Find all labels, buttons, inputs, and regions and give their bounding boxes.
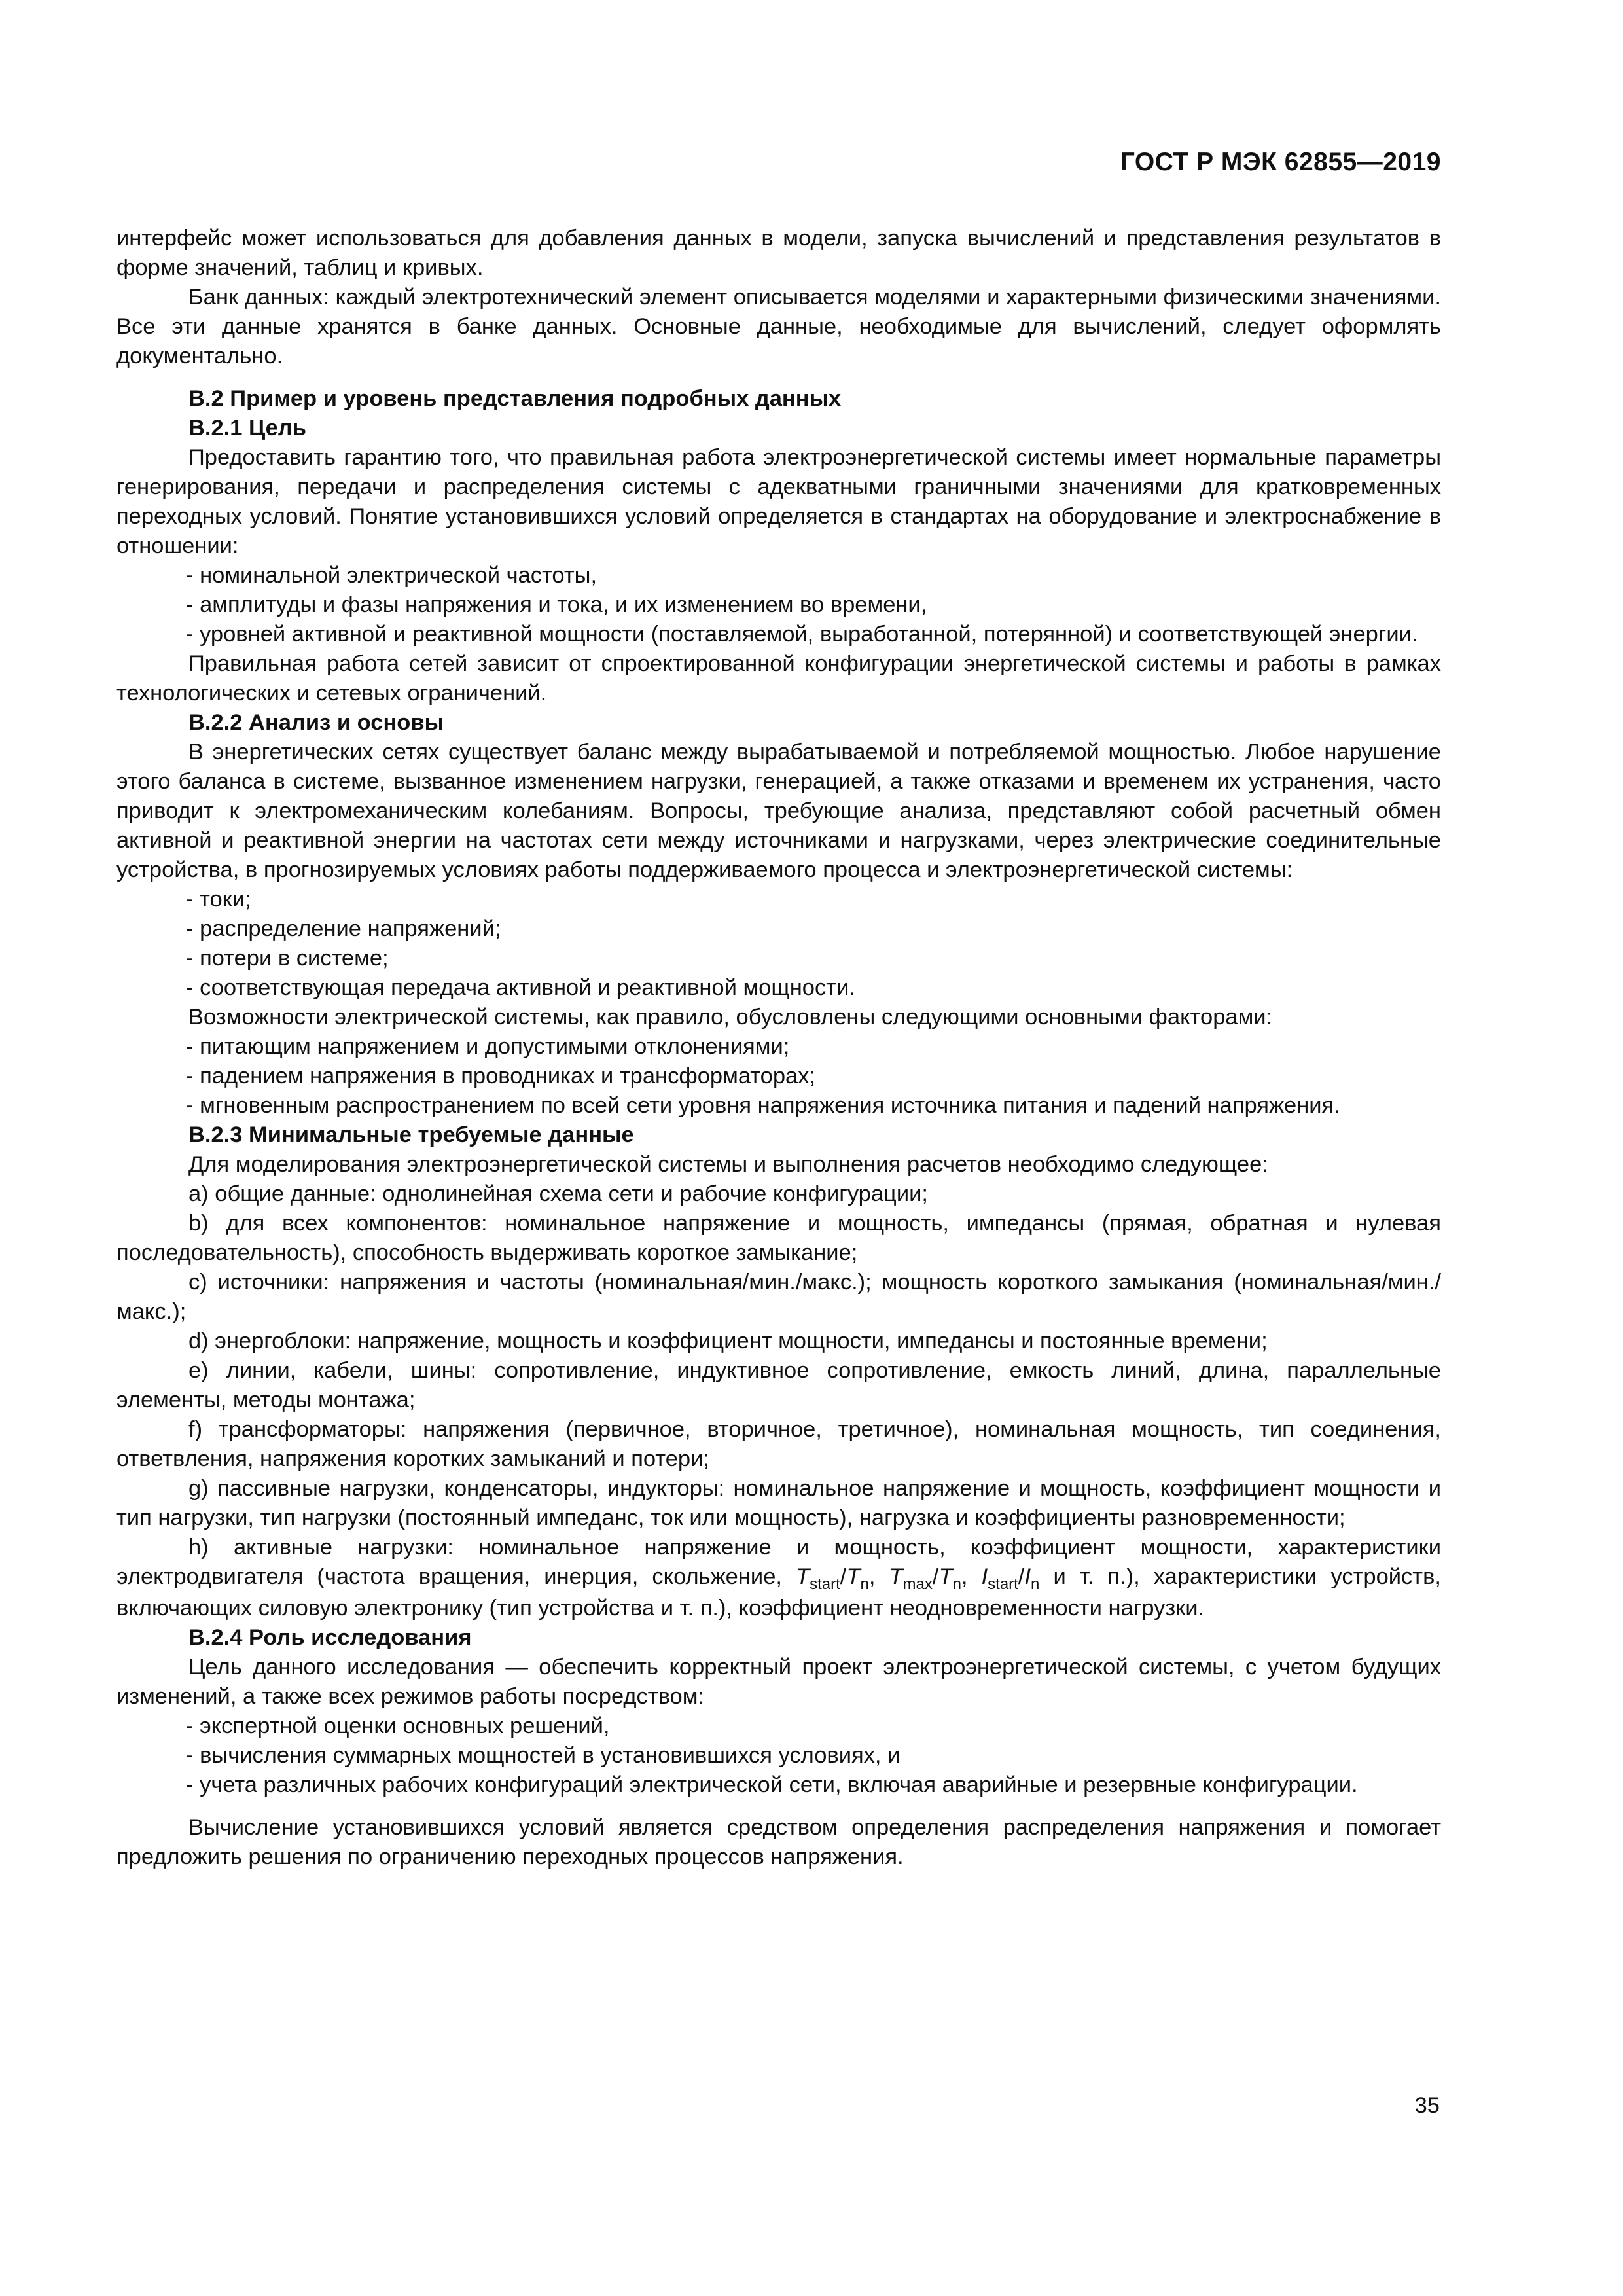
paragraph-b22-capabilities: Возможности электрической системы, как правило, обусловлены следующими основными факторами:	[188, 1005, 1273, 1030]
paragraph-b21: Предоставить гарантию того, что правильная работа электроэнергетической системы имеет нормальные параметры генерирования, передачи и распределения системы с адекватными граничными значениями для кратковременных переходных условий. Понятие установившихся условий определяется в стандартах на оборудование и электроснабжение в отношении:	[116, 445, 1441, 558]
list-item: - соответствующая передача активной и реактивной мощности.	[186, 975, 855, 1000]
list-item-b: b) для всех компонентов: номинальное напряжение и мощность, импедансы (прямая, обратная и нулевая последовательность), способность выдерживать короткое замыкание;	[116, 1211, 1441, 1265]
list-item: - учета различных рабочих конфигураций электрической сети, включая аварийные и резервные конфигурации.	[186, 1772, 1358, 1797]
subscript-n: n	[1031, 1575, 1040, 1593]
comma: ,	[868, 1564, 889, 1589]
heading-b2: B.2 Пример и уровень представления подробных данных	[188, 386, 842, 411]
list-item: - токи;	[186, 887, 251, 912]
slash: /	[932, 1564, 939, 1589]
list-item: - экспертной оценки основных решений,	[186, 1713, 610, 1738]
list-item: - потери в системе;	[186, 946, 389, 971]
symbol-t: T	[846, 1564, 861, 1589]
paragraph-b23: Для моделирования электроэнергетической системы и выполнения расчетов необходимо следующее:	[188, 1152, 1268, 1177]
symbol-t: T	[796, 1564, 810, 1589]
heading-b23: B.2.3 Минимальные требуемые данные	[188, 1122, 634, 1147]
list-item-h-text-end: и т. п.), характеристики устройств, включающих силовую электронику (тип устройства и т. п.), коэффициент неодновременности нагрузки.	[116, 1564, 1442, 1621]
subscript-n: n	[860, 1575, 869, 1593]
list-item: - вычисления суммарных мощностей в установившихся условиях, и	[186, 1743, 901, 1768]
paragraph-b21-networks: Правильная работа сетей зависит от спроектированной конфигурации энергетической системы и работы в рамках технологических и сетевых ограничений.	[116, 651, 1441, 706]
symbol-i: I	[1024, 1564, 1031, 1589]
paragraph-b22: В энергетических сетях существует баланс между вырабатываемой и потребляемой мощностью. Любое нарушение этого баланса в системе, вызванное изменением нагрузки, генерацией, а также отказами и временем их устранения, часто приводит к электромеханическим колебаниям. Вопросы, требующие анализа, представляют собой расчетный обмен активной и реактивной энергии на частотах сети между источниками и нагрузками, через электрические соединительные устройства, в прогнозируемых условиях работы поддерживаемого процесса и электроэнергетической системы:	[116, 740, 1441, 882]
heading-b22: B.2.2 Анализ и основы	[188, 710, 444, 735]
list-item-f: f) трансформаторы: напряжения (первичное, вторичное, третичное), номинальная мощность, тип соединения, ответвления, напряжения коротких замыканий и потери;	[116, 1417, 1441, 1471]
subscript-start: start	[810, 1575, 840, 1593]
slash: /	[1018, 1564, 1025, 1589]
list-item-h	[116, 1533, 1441, 1623]
page-number: 35	[1414, 2093, 1440, 2118]
heading-b21: B.2.1 Цель	[188, 416, 306, 440]
symbol-t: T	[889, 1564, 903, 1589]
list-item-d: d) энергоблоки: напряжение, мощность и коэффициент мощности, импедансы и постоянные времени;	[188, 1329, 1268, 1354]
list-item-g: g) пассивные нагрузки, конденсаторы, индукторы: номинальное напряжение и мощность, коэффициент мощности и тип нагрузки, тип нагрузки (постоянный импеданс, ток или мощность), нагрузка и коэффициенты разновременности;	[116, 1476, 1441, 1530]
paragraph-b24: Цель данного исследования — обеспечить корректный проект электроэнергетической системы, с учетом будущих изменений, а также всех режимов работы посредством:	[116, 1655, 1441, 1709]
paragraph-interface: интерфейс может использоваться для добавления данных в модели, запуска вычислений и представления результатов в форме значений, таблиц и кривых.	[116, 226, 1441, 280]
symbol-t: T	[938, 1564, 953, 1589]
slash: /	[840, 1564, 847, 1589]
list-item: - уровней активной и реактивной мощности (поставляемой, выработанной, потерянной) и соответствующей энергии.	[186, 622, 1418, 647]
standard-header: ГОСТ Р МЭК 62855—2019	[1120, 148, 1441, 176]
list-item: - питающим напряжением и допустимыми отклонениями;	[186, 1034, 790, 1059]
list-item: - амплитуды и фазы напряжения и тока, и их изменением во времени,	[186, 592, 927, 617]
comma: ,	[961, 1564, 982, 1589]
subscript-n: n	[952, 1575, 961, 1593]
list-item-c: c) источники: напряжения и частоты (номинальная/мин./макс.); мощность короткого замыкания (номинальная/мин./макс.);	[116, 1270, 1441, 1324]
list-item-e: e) линии, кабели, шины: сопротивление, индуктивное сопротивление, емкость линий, длина, параллельные элементы, методы монтажа;	[116, 1358, 1441, 1412]
page-body	[116, 224, 1441, 1872]
paragraph-b24-conclusion: Вычисление установившихся условий является средством определения распределения напряжения и помогает предложить решения по ограничению переходных процессов напряжения.	[116, 1815, 1441, 1869]
list-item: - падением напряжения в проводниках и трансформаторах;	[186, 1064, 816, 1088]
subscript-max: max	[902, 1575, 933, 1593]
subscript-start: start	[988, 1575, 1018, 1593]
heading-b24: B.2.4 Роль исследования	[188, 1625, 472, 1650]
paragraph-data-bank: Банк данных: каждый электротехнический элемент описывается моделями и характерными физическими значениями. Все эти данные хранятся в банке данных. Основные данные, необходимые для вычислений, следует оформлять документально.	[116, 285, 1441, 368]
list-item-a: a) общие данные: однолинейная схема сети и рабочие конфигурации;	[188, 1181, 928, 1206]
list-item: - распределение напряжений;	[186, 916, 501, 941]
symbol-i: I	[981, 1564, 988, 1589]
list-item-h-text: h) активные нагрузки: номинальное напряжение и мощность, коэффициент мощности, характеристики электродвигателя (частота вращения, инерция, скольжение,	[116, 1535, 1441, 1589]
list-item: - номинальной электрической частоты,	[186, 563, 597, 588]
list-item: - мгновенным распространением по всей сети уровня напряжения источника питания и падений напряжения.	[186, 1093, 1340, 1118]
